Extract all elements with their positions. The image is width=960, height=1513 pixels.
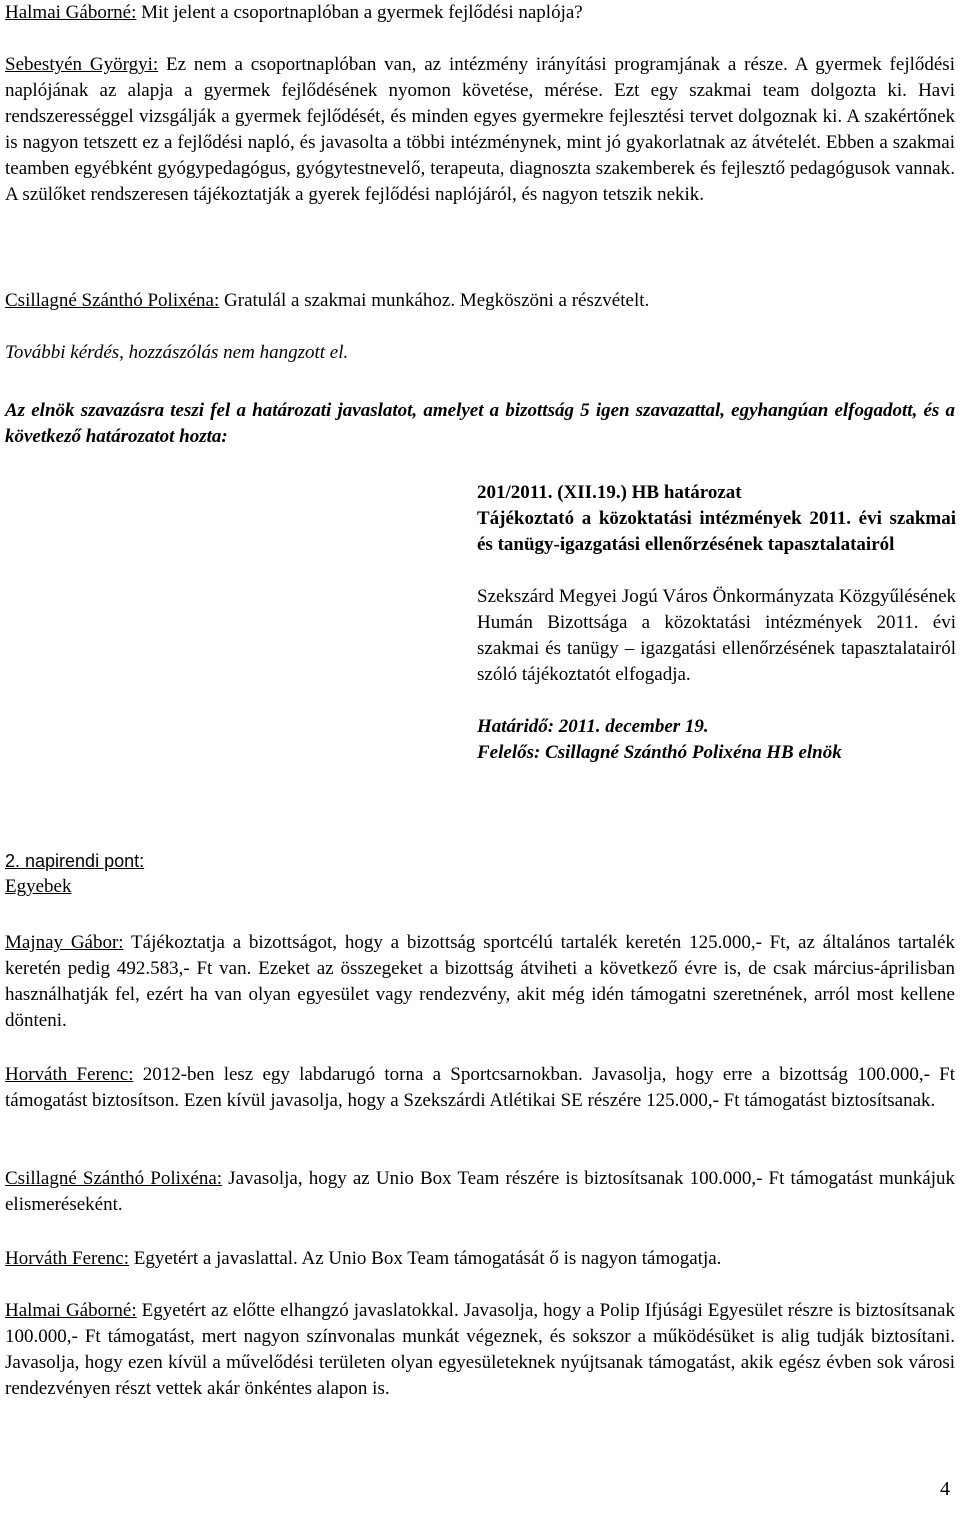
agenda-point-label [5, 848, 144, 875]
paragraph-text: További kérdés, hozzászólás nem hangzott el. [5, 342, 349, 363]
paragraph-horvath-2 [5, 1246, 955, 1272]
agenda-point-title [5, 874, 71, 900]
paragraph-majnay [5, 930, 955, 1034]
paragraph-halmai-2 [5, 1298, 955, 1402]
agenda-point-title-text: Egyebek [5, 876, 72, 897]
paragraph-csillagne-thanks [5, 288, 955, 314]
page-number: 4 [940, 1478, 950, 1500]
resolution-body: Szekszárd Megyei Jogú Város Önkormányzata Közgyűlésének Humán Bizottsága a közoktatási intézmények 2011. évi szakmai és tanügy – igazgatási ellenőrzésének tapasztalatairól szóló tájékoztatót elfogadja. [477, 586, 956, 685]
resolution-number-text: 201/2011. (XII.19.) HB határozat [477, 482, 742, 503]
paragraph-csillagne-2 [5, 1166, 955, 1218]
paragraph-sebestyen-answer [5, 52, 955, 208]
paragraph-vote-statement [5, 398, 955, 450]
paragraph-no-more-questions [5, 340, 955, 366]
paragraph-text: Tájékoztatja a bizottságot, hogy a bizottság sportcélú tartalék keretén 125.000,- Ft, az általános tartalék keretén pedig 492.583,- Ft van. Ezeket az összegeket a bizottság átviheti a következő évre is, de csak március-áprilisban használhatják fel, ezért ha van olyan egyesület vagy rendezvény, akit még idén támogatni szeretnének, arról most kellene dönteni. [5, 932, 955, 1031]
paragraph-halmai-question [5, 0, 955, 26]
resolution-responsible: Felelős: Csillagné Szánthó Polixéna HB elnök [477, 742, 842, 763]
speaker-name: Majnay Gábor: [5, 932, 124, 953]
paragraph-text: 2012-ben lesz egy labdarugó torna a Sportcsarnokban. Javasolja, hogy erre a bizottság 100.000,- Ft támogatást biztosítson. Ezen kívül javasolja, hogy a Szekszárdi Atlétikai SE részére 125.000,- Ft támogatást biztosítsanak. [5, 1064, 955, 1111]
paragraph-text: Mit jelent a csoportnaplóban a gyermek fejlődési naplója? [136, 2, 583, 23]
speaker-name: Horváth Ferenc: [5, 1064, 134, 1085]
speaker-name: Csillagné Szánthó Polixéna: [5, 1168, 223, 1189]
speaker-name: Sebestyén Györgyi: [5, 54, 159, 75]
paragraph-text: Gratulál a szakmai munkához. Megköszöni a részvételt. [219, 290, 650, 311]
resolution-block [477, 480, 956, 766]
agenda-point-label-text: 2. napirendi pont: [5, 851, 145, 871]
paragraph-horvath-1 [5, 1062, 955, 1114]
paragraph-text: Ez nem a csoportnaplóban van, az intézmény irányítási programjának a része. A gyermek fejlődési naplójának az alapja a gyermek fejlődésének nyomon követése, mérése. Ezt egy szakmai team dolgozta ki. Havi rendszerességgel vizsgálják a gyermek fejlődését, és minden egyes gyermekre fejlesztési tervet dolgoznak ki. A szakértőnek is nagyon tetszett ez a fejlődési napló, és javasolta a többi intézménynek, mint jó gyakorlatnak az átvételét. Ebben a szakmai teamben egyébként gyógypedagógus, gyógytestnevelő, terapeuta, diagnoszta szakemberek és fejlesztő pedagógusok vannak. A szülőket rendszeresen tájékoztatják a gyerek fejlődési naplójáról, és nagyon tetszik nekik. [5, 54, 955, 205]
resolution-title: Tájékoztató a közoktatási intézmények 2011. évi szakmai és tanügy-igazgatási ellenőrzésének tapasztalatairól [477, 508, 956, 555]
speaker-name: Halmai Gáborné: [5, 2, 137, 23]
speaker-name: Halmai Gáborné: [5, 1300, 137, 1321]
paragraph-text: Javasolja, hogy az Unio Box Team részére is biztosítsanak 100.000,- Ft támogatást munkájuk elismeréseként. [5, 1168, 955, 1215]
speaker-name: Horváth Ferenc: [5, 1248, 129, 1269]
resolution-number [477, 480, 956, 506]
resolution-deadline: Határidő: 2011. december 19. [477, 716, 709, 737]
paragraph-text: Egyetért az előtte elhangzó javaslatokkal. Javasolja, hogy a Polip Ifjúsági Egyesület részre is biztosítsanak 100.000,- Ft támogatást, mert nagyon színvonalas munkát végeznek, és sokszor a működésüket is alig tudják biztosítani. Javasolja, hogy ezen kívül a művelődési területen olyan egyesületeknek nyújtsanak támogatást, akik egész évben sok városi rendezvényen részt vettek akár önkéntes alapon is. [5, 1300, 955, 1399]
paragraph-text: Egyetért a javaslattal. Az Unio Box Team támogatását ő is nagyon támogatja. [128, 1248, 722, 1269]
paragraph-text: Az elnök szavazásra teszi fel a határozati javaslatot, amelyet a bizottság 5 igen szavazattal, egyhangúan elfogadott, és a következő határozatot hozta: [5, 400, 955, 447]
speaker-name: Csillagné Szánthó Polixéna: [5, 290, 220, 311]
